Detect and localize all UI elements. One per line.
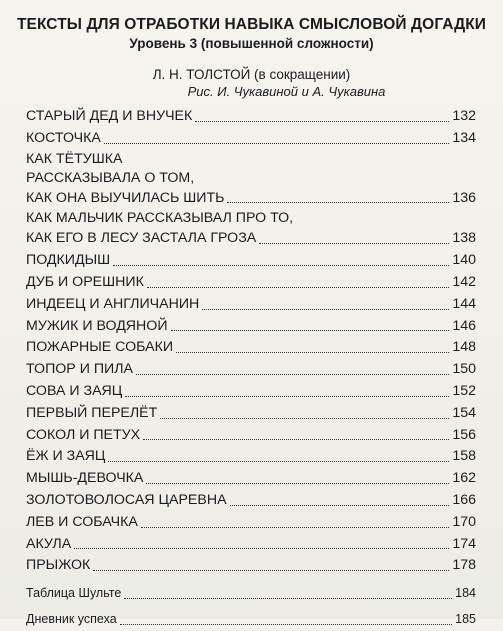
toc-entry [26, 425, 476, 447]
toc-entry-page: 178 [452, 557, 476, 574]
table-of-contents [26, 106, 476, 631]
toc-entry-page: 146 [452, 317, 476, 334]
leader-dots [74, 548, 449, 549]
toc-entry [26, 106, 476, 128]
leader-dots [160, 418, 449, 419]
leader-dots [143, 439, 449, 440]
toc-entry-title: МУЖИК И ВОДЯНОЙ [26, 317, 168, 334]
toc-entry-title: СОВА И ЗАЯЦ [26, 382, 123, 399]
toc-entry [26, 403, 476, 425]
toc-entry-title: АКУЛА [26, 535, 72, 552]
toc-entry-title: СОКОЛ И ПЕТУХ [26, 426, 141, 443]
toc-entry-title: КОСТОЧКА [26, 129, 101, 146]
toc-entry [26, 359, 476, 381]
toc-entry [26, 150, 476, 210]
toc-entry-page: 136 [452, 189, 476, 206]
toc-entry-page: 148 [452, 339, 476, 356]
leader-dots [195, 121, 449, 122]
toc-entry-title-line: КАК ТЁТУШКА [26, 150, 123, 167]
leader-dots [171, 330, 450, 331]
toc-entry [26, 468, 476, 490]
toc-entry-page: 184 [455, 586, 476, 601]
toc-entry-title: ПОЖАРНЫЕ СОБАКИ [26, 339, 174, 356]
toc-entry-page: 134 [452, 129, 476, 146]
level-subtitle: Уровень 3 (повышенной сложности) [129, 36, 374, 51]
toc-extra-entry [26, 609, 476, 631]
leader-dots [176, 352, 449, 353]
toc-entry [26, 250, 476, 272]
toc-entry-title: КАК ЕГО В ЛЕСУ ЗАСТАЛА ГРОЗА [26, 230, 257, 247]
toc-entry [26, 446, 476, 468]
leader-dots [108, 461, 449, 462]
leader-dots [146, 483, 449, 484]
toc-entry-title: СТАРЫЙ ДЕД И ВНУЧЕК [26, 108, 193, 124]
toc-entry-page: 138 [452, 230, 476, 247]
leader-dots [113, 265, 449, 266]
toc-entry [26, 512, 476, 534]
toc-entry-page: 170 [452, 513, 476, 530]
toc-entry-page: 162 [452, 470, 476, 487]
toc-entry-title: ЁЖ И ЗАЯЦ [26, 448, 106, 465]
leader-dots [125, 396, 449, 397]
page-header [0, 16, 503, 53]
toc-entry-title: ИНДЕЕЦ И АНГЛИЧАНИН [26, 295, 200, 312]
leader-dots [136, 374, 449, 375]
illustrators-line: Рис. И. Чукавиной и А. Чукавина [187, 84, 386, 99]
toc-entry-title: ТОПОР И ПИЛА [26, 361, 134, 378]
leader-dots [230, 505, 450, 506]
toc-entry-page: 142 [452, 273, 476, 290]
toc-entry-page: 166 [452, 491, 476, 508]
toc-entry-title: ПЕРВЫЙ ПЕРЕЛЁТ [26, 404, 158, 421]
toc-entry [26, 337, 476, 359]
leader-dots [104, 143, 449, 144]
toc-entry-page: 132 [452, 108, 476, 124]
leader-dots [227, 202, 449, 203]
toc-entry-page: 185 [455, 611, 476, 626]
toc-entry [26, 128, 476, 150]
toc-entry [26, 555, 476, 577]
toc-entry [26, 209, 476, 250]
toc-entry-title: ЛЕВ И СОБАЧКА [26, 513, 138, 530]
leader-dots [202, 309, 449, 310]
toc-entry-page: 140 [452, 252, 476, 269]
toc-entry-title-line: КАК МАЛЬЧИК РАССКАЗЫВАЛ ПРО ТО, [26, 210, 294, 227]
toc-entry [26, 490, 476, 512]
toc-entry-title-line: РАССКАЗЫВАЛА О ТОМ, [26, 169, 195, 186]
toc-entry-title: КАК ОНА ВЫУЧИЛАСЬ ШИТЬ [26, 189, 225, 206]
leader-dots [124, 598, 452, 599]
toc-entry-page: 150 [452, 361, 476, 378]
toc-entry [26, 534, 476, 556]
leader-dots [93, 570, 449, 571]
author-line: Л. Н. ТОЛСТОЙ (в сокращении) [152, 67, 351, 82]
toc-entry-page: 154 [452, 404, 476, 421]
leader-dots [141, 527, 450, 528]
toc-entry-page: 152 [452, 382, 476, 399]
leader-dots [147, 287, 449, 288]
toc-entry [26, 272, 476, 294]
toc-extra-entry [26, 583, 476, 605]
toc-entry-title: ПРЫЖОК [26, 557, 91, 574]
toc-entry-page: 158 [452, 448, 476, 465]
leader-dots [120, 624, 452, 625]
toc-entry-title: ЗОЛОТОВОЛОСАЯ ЦАРЕВНА [26, 491, 227, 508]
leader-dots [259, 243, 449, 244]
toc-entry-page: 144 [452, 295, 476, 312]
toc-entry-title: ДУБ И ОРЕШНИК [26, 273, 144, 290]
toc-entry-page: 156 [452, 426, 476, 443]
toc-entry [26, 381, 476, 403]
toc-entry [26, 294, 476, 316]
section-title: ТЕКСТЫ ДЛЯ ОТРАБОТКИ НАВЫКА СМЫСЛОВОЙ ДОГАДКИ [16, 16, 487, 33]
toc-entry-title: МЫШЬ-ДЕВОЧКА [26, 470, 144, 487]
toc-entry-title: ПОДКИДЫШ [26, 252, 111, 269]
toc-entry-title: Таблица Шульте [26, 586, 122, 601]
toc-entry-title: Дневник успеха [26, 611, 117, 626]
toc-entry-page: 174 [452, 535, 476, 552]
toc-entry [26, 316, 476, 338]
